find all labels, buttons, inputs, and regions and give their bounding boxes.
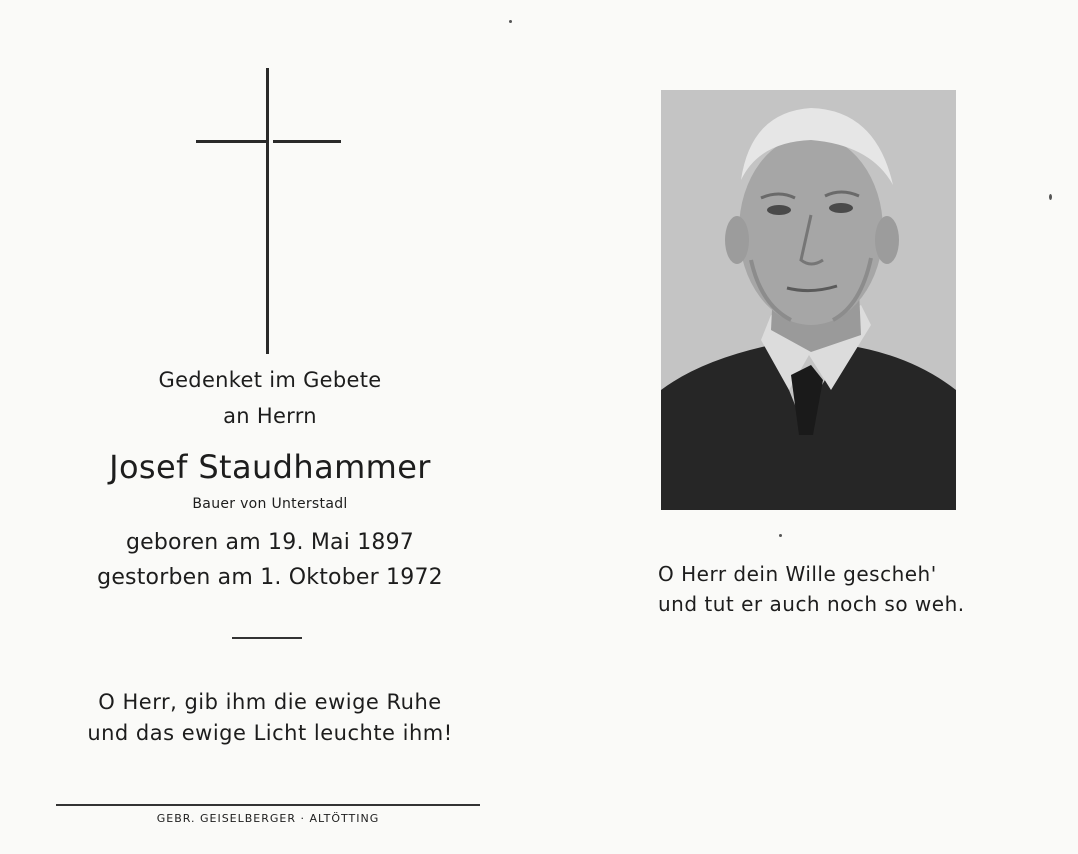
- prayer-line-1: O Herr, gib ihm die ewige Ruhe: [98, 690, 442, 714]
- intro-line-2: an Herrn: [223, 404, 317, 428]
- cross-vertical-bar: [266, 68, 269, 354]
- portrait-photo: [661, 90, 956, 510]
- birth-date: geboren am 19. Mai 1897: [125, 530, 414, 555]
- paper-speck: [1049, 194, 1052, 200]
- cross-gap: [269, 139, 273, 144]
- deceased-occupation: Bauer von Unterstadl: [192, 496, 348, 512]
- prayer-line-2: und das ewige Licht leuchte ihm!: [87, 721, 453, 745]
- paper-speck: [779, 534, 782, 537]
- death-date: gestorben am 1. Oktober 1972: [97, 565, 443, 590]
- printer-imprint: GEBR. GEISELBERGER · ALTÖTTING: [156, 812, 380, 825]
- bottom-rule: [56, 804, 480, 806]
- deceased-name: Josef Staudhammer: [109, 448, 431, 486]
- quote-line-1: O Herr dein Wille gescheh': [658, 562, 937, 586]
- short-divider: [232, 637, 302, 639]
- intro-line-1: Gedenket im Gebete: [158, 368, 382, 392]
- paper-speck: [509, 20, 512, 23]
- quote-line-2: und tut er auch noch so weh.: [658, 592, 965, 616]
- portrait-illustration: [661, 90, 956, 510]
